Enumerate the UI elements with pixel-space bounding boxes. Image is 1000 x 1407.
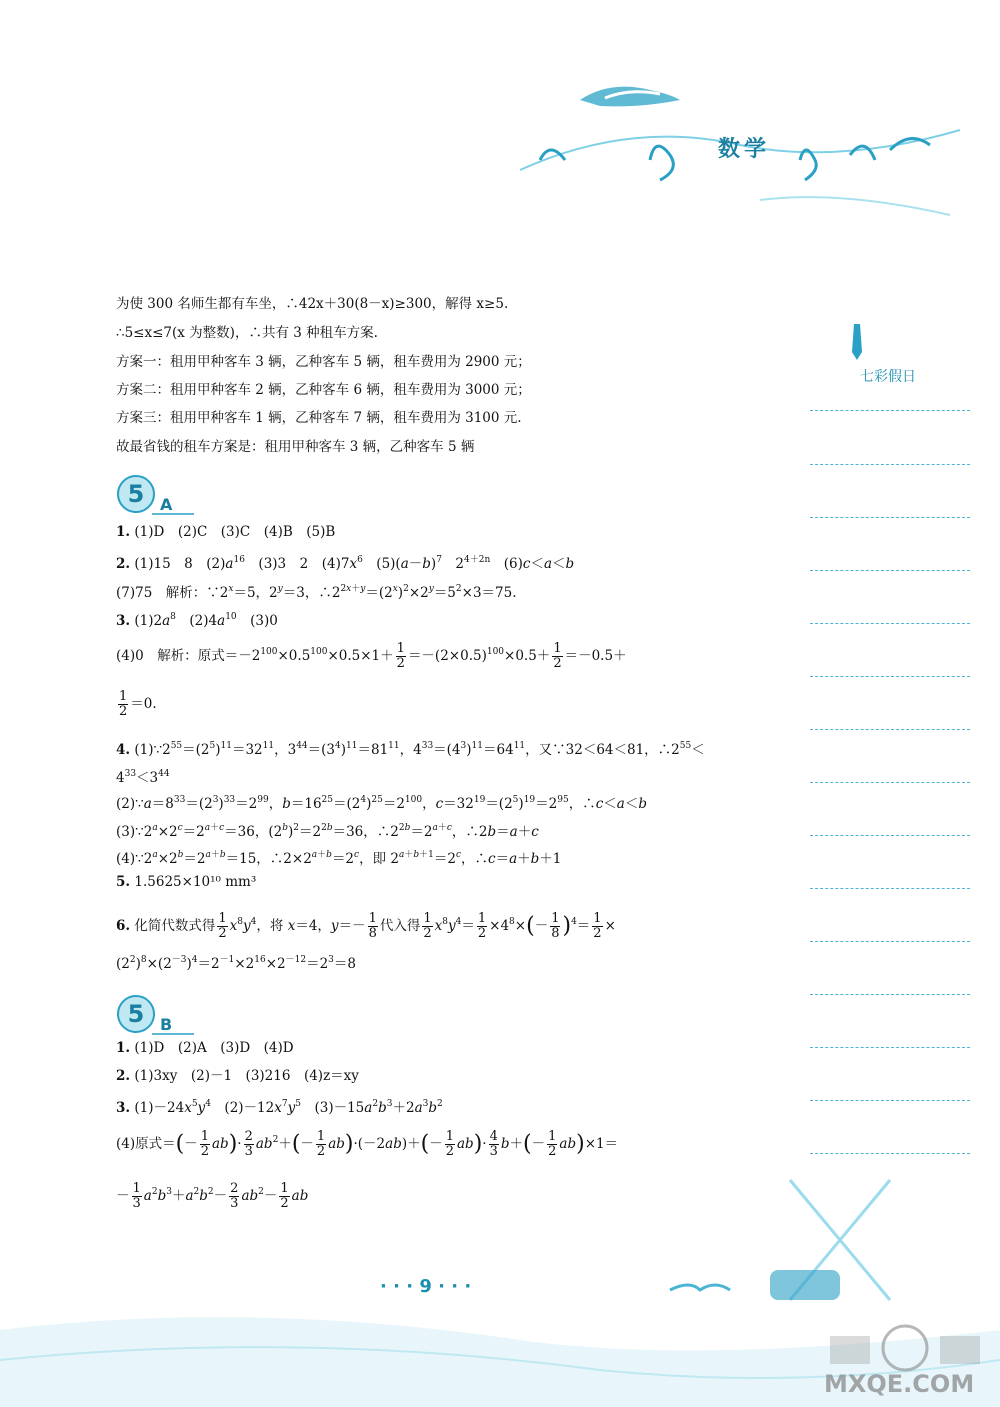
intro-line-6: 故最省钱的租车方案是：租用甲种客车 3 辆，乙种客车 5 辆	[116, 439, 475, 455]
a-q1: 1. (1)D (2)C (3)C (4)B (5)B	[116, 524, 336, 540]
a-q4-1: 4. $(1)\because 2^{55}=(2^5)^{11}=32^{11}$，$3^{44}=(3^4)^{11}=81^{11}$，$4^{33}=(4^3)^{11}=64^{11}$，又∵32＜64＜81，$\therefore 2^{55}<$	[116, 741, 705, 758]
note-line	[810, 623, 970, 624]
note-line	[810, 941, 970, 942]
note-line	[810, 410, 970, 411]
b-q1-answers: (1)D (2)A (3)D (4)D	[134, 1040, 294, 1056]
note-line	[810, 1100, 970, 1101]
note-line	[810, 994, 970, 995]
note-line	[810, 464, 970, 465]
a-q6: 6. 化简代数式得 $\frac{1}{2}$ $x^8y^4$，将 x＝4，y＝－ $\frac{1}{8}$ 代入得 $\frac{1}{2}$ $x^8y^4=$ $\frac{1}{2}$ $\times 4^8\times(-$ $\frac{1}{8}$ )$^4$＝ $\frac{1}{2}$ ×	[116, 911, 616, 941]
note-line	[810, 676, 970, 677]
note-line	[810, 1153, 970, 1154]
a-q4-1-cont: $4^{33}<3^{44}$	[116, 769, 170, 786]
intro-line-5: 方案三：租用甲种客车 1 辆，乙种客车 7 辆，租车费用为 3100 元.	[116, 410, 522, 426]
section-badge-5b	[116, 990, 196, 1038]
note-line	[810, 782, 970, 783]
a-q2-7: (7)75 解析：$\because 2^x=5$，$2^y=3$，$\therefore 2^{2x+y}=(2^x)^2\times 2^y=5^2\times 3=75$.	[116, 584, 517, 601]
a-q3-4: (4)0 解析：原式$=-2^{100}\times 0.5^{100}\times 0.5\times 1+$ $\frac{1}{2}$ $=-(2\times 0.5)^{100}\times 0.5+$ $\frac{1}{2}$ ＝－0.5＋	[116, 641, 627, 671]
svg-text:5: 5	[127, 480, 145, 508]
section-badge-5a	[116, 470, 196, 518]
svg-text:5: 5	[127, 1000, 145, 1028]
note-line	[810, 729, 970, 730]
a-q6-cont: $(2^2)^8\times(2^{-3})^4=2^{-1}\times 2^{16}\times 2^{-12}=2^3=8$	[116, 955, 356, 972]
b-q1: 1. (1)D (2)A (3)D (4)D	[116, 1040, 294, 1056]
a-q3: 3. $(1)2a^8$ $(2)4a^{10}$ (3)0	[116, 612, 278, 629]
svg-text:A: A	[160, 495, 173, 514]
subject-title: 数学	[718, 137, 771, 162]
a-q1-answers: (1)D (2)C (3)C (4)B (5)B	[134, 524, 336, 540]
a-q4-2: $(2)\because a=8^{33}=(2^3)^{33}=2^{99}$，$b=16^{25}=(2^4)^{25}=2^{100}$，$c=32^{19}=(2^5)^{19}=2^{95}$，∴c＜a＜b	[116, 795, 647, 812]
a-q2: 2. (1)15 8 $(2)a^{16}$ (3)3 2 $(4)7x^6$ $(5)(a-b)^7$ $2^{4+2n}$ (6)c＜a＜b	[116, 555, 575, 572]
note-line	[810, 1047, 970, 1048]
page-number: · · · 9 · · ·	[380, 1276, 472, 1297]
a-q5: 5. 1.5625×10¹⁰ mm³	[116, 874, 257, 890]
sidebar-label: 七彩假日	[860, 369, 916, 385]
note-line	[810, 517, 970, 518]
pen-icon	[848, 322, 868, 362]
intro-line-4: 方案二：租用甲种客车 2 辆，乙种客车 6 辆，租车费用为 3000 元；	[116, 382, 531, 398]
b-q2-answers: (1)3xy (2)－1 (3)216 (4)z＝xy	[134, 1068, 359, 1084]
a-q5-answer: 1.5625×10¹⁰ mm³	[134, 874, 257, 890]
b-q3: 3. $(1)-24x^5y^4$ $(2)-12x^7y^5$ $(3)-15a^2b^3+2a^3b^2$	[116, 1099, 443, 1116]
intro-line-1: 为使 300 名师生都有车坐，∴42x＋30(8－x)≥300，解得 x≥5.	[116, 296, 509, 312]
b-q3-4-cont: － $\frac{1}{3}$ $a^2b^3+a^2b^2-$ $\frac{2}{3}$ $ab^2-$ $\frac{1}{2}$ ab	[116, 1181, 309, 1211]
note-line	[810, 835, 970, 836]
b-q3-4: (4)原式＝(－ $\frac{1}{2}$ ab)· $\frac{2}{3}$ $ab^2+(-$ $\frac{1}{2}$ ab)·(－2ab)＋(－ $\frac{1}{2}$ ab)· $\frac{4}{3}$ b＋(－ $\frac{1}{2}$ ab)×1＝	[116, 1129, 619, 1159]
a-q4-3: $(3)\because 2^a\times 2^c=2^{a+c}=36$，$(2^b)^2=2^{2b}=36$，$\therefore 2^{2b}=2^{a+c}$，∴2b＝a＋c	[116, 823, 539, 840]
svg-text:B: B	[160, 1015, 173, 1034]
b-q2: 2. (1)3xy (2)－1 (3)216 (4)z＝xy	[116, 1068, 359, 1084]
note-line	[810, 570, 970, 571]
intro-line-2: ∴5≤x≤7(x 为整数)，∴共有 3 种租车方案.	[116, 325, 378, 341]
a-q3-4-cont: $\frac{1}{2}$ ＝0.	[119, 689, 157, 719]
watermark-text: MXQE.COM	[824, 1370, 975, 1398]
a-q4-4: $(4)\because 2^a\times 2^b=2^{a+b}=15$，$\therefore 2\times 2^{a+b}=2^c$，即 $2^{a+b+1}=2^c$，∴c＝a＋b＋1	[116, 850, 562, 867]
note-line	[810, 888, 970, 889]
intro-line-3: 方案一：租用甲种客车 3 辆，乙种客车 5 辆，租车费用为 2900 元；	[116, 354, 531, 370]
